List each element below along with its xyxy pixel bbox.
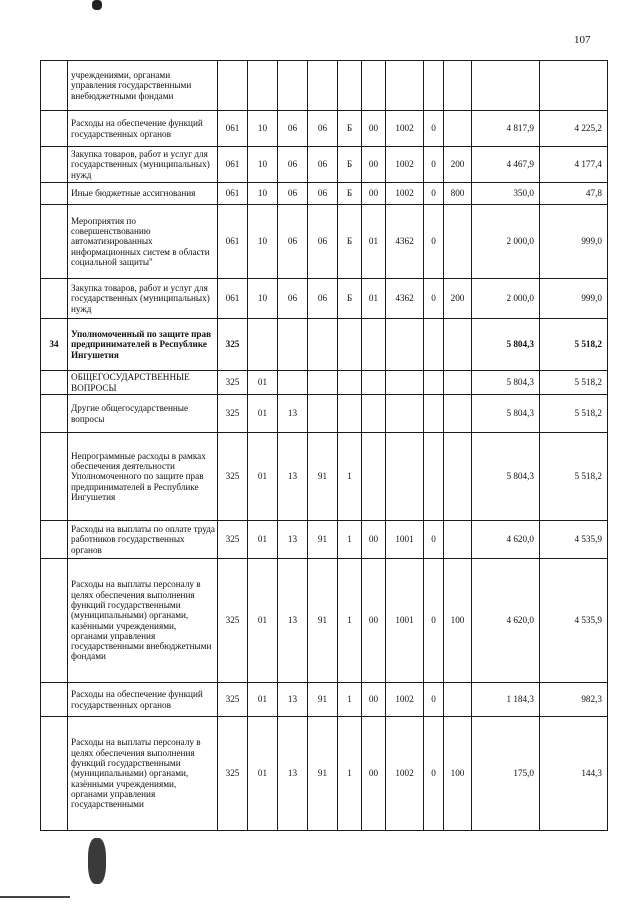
scan-speck-bottom <box>88 838 106 884</box>
cell-csr1: 06 <box>308 147 338 183</box>
cell-csr2: Б <box>338 279 362 319</box>
row-number: 34 <box>41 319 68 371</box>
cell-amount-fact: 999,0 <box>540 205 608 279</box>
table-row <box>41 111 608 147</box>
table-row <box>41 61 608 111</box>
cell-csr5 <box>424 395 444 433</box>
cell-csr2: Б <box>338 111 362 147</box>
cell-csr4 <box>386 395 424 433</box>
cell-vr <box>444 371 472 395</box>
cell-csr4: 1002 <box>386 683 424 717</box>
cell-csr5: 0 <box>424 183 444 205</box>
cell-amount-fact: 5 518,2 <box>540 319 608 371</box>
cell-csr2 <box>338 395 362 433</box>
table-row <box>41 319 608 371</box>
cell-vr <box>444 521 472 559</box>
cell-csr3: 00 <box>362 183 386 205</box>
cell-vr: 100 <box>444 559 472 683</box>
row-name: Закупка товаров, работ и услуг для государственных (муниципальных) нужд <box>68 279 218 319</box>
cell-rz: 10 <box>248 111 278 147</box>
cell-csr2 <box>338 371 362 395</box>
cell-pr: 13 <box>278 433 308 521</box>
table-row <box>41 521 608 559</box>
row-number <box>41 205 68 279</box>
cell-amount-fact: 999,0 <box>540 279 608 319</box>
cell-pr: 06 <box>278 111 308 147</box>
row-name: Расходы на выплаты персоналу в целях обеспечения выполнения функций государственными (муниципальными) органами, казёнными учреждениями, органами управления государственными внебюджетными фондами <box>68 559 218 683</box>
row-name: Расходы на обеспечение функций государственных органов <box>68 111 218 147</box>
cell-csr4: 4362 <box>386 279 424 319</box>
cell-csr5: 0 <box>424 717 444 831</box>
row-name: Уполномоченный по защите прав предпринимателей в Республике Ингушетия <box>68 319 218 371</box>
cell-amount-fact: 47,8 <box>540 183 608 205</box>
cell-ved: 325 <box>218 521 248 559</box>
cell-csr5: 0 <box>424 521 444 559</box>
table-row <box>41 147 608 183</box>
cell-csr1 <box>308 395 338 433</box>
cell-csr3 <box>362 61 386 111</box>
cell-amount-plan: 4 620,0 <box>472 521 540 559</box>
cell-csr4: 1002 <box>386 111 424 147</box>
cell-ved: 061 <box>218 111 248 147</box>
row-number <box>41 521 68 559</box>
cell-csr5: 0 <box>424 205 444 279</box>
row-number <box>41 61 68 111</box>
cell-csr1: 91 <box>308 717 338 831</box>
cell-amount-fact: 144,3 <box>540 717 608 831</box>
cell-csr3 <box>362 395 386 433</box>
cell-amount-plan: 4 620,0 <box>472 559 540 683</box>
page-number: 107 <box>574 34 591 46</box>
cell-csr3: 00 <box>362 111 386 147</box>
scan-edge-line <box>0 896 70 898</box>
cell-amount-plan: 2 000,0 <box>472 279 540 319</box>
cell-pr: 06 <box>278 183 308 205</box>
cell-amount-plan: 1 184,3 <box>472 683 540 717</box>
row-number <box>41 111 68 147</box>
cell-rz: 01 <box>248 371 278 395</box>
cell-pr: 06 <box>278 279 308 319</box>
cell-amount-fact: 4 535,9 <box>540 521 608 559</box>
cell-amount-fact: 5 518,2 <box>540 395 608 433</box>
cell-rz: 10 <box>248 279 278 319</box>
cell-csr2: 1 <box>338 683 362 717</box>
cell-csr5 <box>424 371 444 395</box>
cell-ved: 325 <box>218 371 248 395</box>
row-number <box>41 279 68 319</box>
cell-amount-fact <box>540 61 608 111</box>
cell-csr2: Б <box>338 147 362 183</box>
table-row <box>41 183 608 205</box>
cell-csr3: 01 <box>362 279 386 319</box>
row-name: учреждениями, органами управления государственными внебюджетными фондами <box>68 61 218 111</box>
cell-csr3: 01 <box>362 205 386 279</box>
cell-csr1: 06 <box>308 183 338 205</box>
cell-csr5 <box>424 433 444 521</box>
row-name: Расходы на обеспечение функций государственных органов <box>68 683 218 717</box>
cell-csr5 <box>424 61 444 111</box>
cell-csr3 <box>362 433 386 521</box>
cell-vr <box>444 433 472 521</box>
cell-csr1: 06 <box>308 111 338 147</box>
row-name: Расходы на выплаты персоналу в целях обеспечения выполнения функций государственными (муниципальными) органами, казёнными учреждениями, органами управления государственными <box>68 717 218 831</box>
cell-ved: 325 <box>218 433 248 521</box>
cell-pr: 06 <box>278 205 308 279</box>
cell-ved: 325 <box>218 717 248 831</box>
cell-amount-fact: 982,3 <box>540 683 608 717</box>
row-name: Другие общегосударственные вопросы <box>68 395 218 433</box>
table-row <box>41 279 608 319</box>
cell-csr5 <box>424 319 444 371</box>
cell-pr: 13 <box>278 717 308 831</box>
cell-csr2: 1 <box>338 717 362 831</box>
cell-csr3: 00 <box>362 683 386 717</box>
cell-csr3: 00 <box>362 147 386 183</box>
cell-amount-plan: 5 804,3 <box>472 371 540 395</box>
cell-vr <box>444 61 472 111</box>
row-number <box>41 433 68 521</box>
cell-ved <box>218 61 248 111</box>
cell-csr2: Б <box>338 205 362 279</box>
cell-rz: 01 <box>248 521 278 559</box>
cell-rz: 10 <box>248 205 278 279</box>
table-row <box>41 371 608 395</box>
cell-csr4: 1002 <box>386 147 424 183</box>
cell-rz: 01 <box>248 433 278 521</box>
cell-vr <box>444 111 472 147</box>
cell-pr: 13 <box>278 683 308 717</box>
cell-amount-fact: 5 518,2 <box>540 371 608 395</box>
row-number <box>41 147 68 183</box>
cell-amount-plan: 5 804,3 <box>472 433 540 521</box>
cell-amount-plan: 175,0 <box>472 717 540 831</box>
cell-ved: 325 <box>218 683 248 717</box>
cell-csr5: 0 <box>424 147 444 183</box>
cell-pr <box>278 371 308 395</box>
row-number <box>41 683 68 717</box>
cell-csr2 <box>338 61 362 111</box>
cell-vr: 100 <box>444 717 472 831</box>
cell-rz <box>248 319 278 371</box>
cell-amount-plan: 2 000,0 <box>472 205 540 279</box>
cell-rz: 01 <box>248 683 278 717</box>
cell-csr2: 1 <box>338 559 362 683</box>
row-number <box>41 559 68 683</box>
cell-csr1: 91 <box>308 521 338 559</box>
row-number <box>41 717 68 831</box>
row-number <box>41 395 68 433</box>
cell-rz: 10 <box>248 147 278 183</box>
cell-csr4: 1001 <box>386 559 424 683</box>
cell-csr4 <box>386 61 424 111</box>
cell-pr: 13 <box>278 521 308 559</box>
cell-csr1: 06 <box>308 205 338 279</box>
cell-csr5: 0 <box>424 279 444 319</box>
cell-pr <box>278 61 308 111</box>
table-row <box>41 683 608 717</box>
cell-amount-plan <box>472 61 540 111</box>
cell-csr4 <box>386 371 424 395</box>
cell-vr: 200 <box>444 279 472 319</box>
cell-csr4: 1002 <box>386 717 424 831</box>
cell-amount-plan: 5 804,3 <box>472 395 540 433</box>
table-row <box>41 395 608 433</box>
cell-csr4 <box>386 319 424 371</box>
cell-csr4: 4362 <box>386 205 424 279</box>
table-row <box>41 433 608 521</box>
cell-csr1: 91 <box>308 559 338 683</box>
cell-amount-fact: 4 535,9 <box>540 559 608 683</box>
cell-pr <box>278 319 308 371</box>
cell-csr2: 1 <box>338 521 362 559</box>
table-row <box>41 559 608 683</box>
cell-csr4 <box>386 433 424 521</box>
row-name: Иные бюджетные ассигнования <box>68 183 218 205</box>
row-name: Непрограммные расходы в рамках обеспечения деятельности Уполномоченного по защите прав предпринимателей в Республике Ингушетия <box>68 433 218 521</box>
cell-ved: 061 <box>218 279 248 319</box>
table-row <box>41 717 608 831</box>
cell-vr <box>444 683 472 717</box>
cell-pr: 06 <box>278 147 308 183</box>
cell-csr2: Б <box>338 183 362 205</box>
cell-csr2 <box>338 319 362 371</box>
row-name: Закупка товаров, работ и услуг для государственных (муниципальных) нужд <box>68 147 218 183</box>
cell-amount-plan: 350,0 <box>472 183 540 205</box>
cell-pr: 13 <box>278 559 308 683</box>
cell-ved: 061 <box>218 205 248 279</box>
cell-csr5: 0 <box>424 559 444 683</box>
cell-csr3: 00 <box>362 521 386 559</box>
cell-amount-plan: 4 467,9 <box>472 147 540 183</box>
cell-ved: 325 <box>218 395 248 433</box>
cell-csr3: 00 <box>362 559 386 683</box>
table-row <box>41 205 608 279</box>
cell-csr1 <box>308 319 338 371</box>
row-number <box>41 371 68 395</box>
cell-vr: 200 <box>444 147 472 183</box>
cell-csr1: 06 <box>308 279 338 319</box>
cell-csr4: 1001 <box>386 521 424 559</box>
row-name: Расходы на выплаты по оплате труда работников государственных органов <box>68 521 218 559</box>
cell-csr1 <box>308 61 338 111</box>
cell-ved: 325 <box>218 559 248 683</box>
cell-csr1 <box>308 371 338 395</box>
cell-csr4: 1002 <box>386 183 424 205</box>
cell-csr5: 0 <box>424 683 444 717</box>
cell-ved: 061 <box>218 183 248 205</box>
cell-ved: 061 <box>218 147 248 183</box>
cell-amount-fact: 4 225,2 <box>540 111 608 147</box>
row-name: ОБЩЕГОСУДАРСТВЕННЫЕ ВОПРОСЫ <box>68 371 218 395</box>
cell-csr2: 1 <box>338 433 362 521</box>
cell-amount-plan: 4 817,9 <box>472 111 540 147</box>
cell-csr3 <box>362 319 386 371</box>
cell-vr <box>444 395 472 433</box>
scan-speck-top <box>92 0 102 10</box>
cell-csr3: 00 <box>362 717 386 831</box>
cell-vr <box>444 319 472 371</box>
cell-ved: 325 <box>218 319 248 371</box>
cell-csr1: 91 <box>308 433 338 521</box>
row-name: Мероприятия по совершенствованию автоматизированных информационных систем в области социальной защиты" <box>68 205 218 279</box>
cell-vr: 800 <box>444 183 472 205</box>
cell-csr1: 91 <box>308 683 338 717</box>
cell-vr <box>444 205 472 279</box>
cell-pr: 13 <box>278 395 308 433</box>
table-body <box>41 61 608 831</box>
cell-rz: 01 <box>248 395 278 433</box>
cell-amount-plan: 5 804,3 <box>472 319 540 371</box>
cell-csr5: 0 <box>424 111 444 147</box>
row-number <box>41 183 68 205</box>
cell-rz: 10 <box>248 183 278 205</box>
cell-rz <box>248 61 278 111</box>
cell-csr3 <box>362 371 386 395</box>
cell-rz: 01 <box>248 717 278 831</box>
cell-amount-fact: 4 177,4 <box>540 147 608 183</box>
cell-rz: 01 <box>248 559 278 683</box>
cell-amount-fact: 5 518,2 <box>540 433 608 521</box>
budget-table <box>40 60 608 831</box>
